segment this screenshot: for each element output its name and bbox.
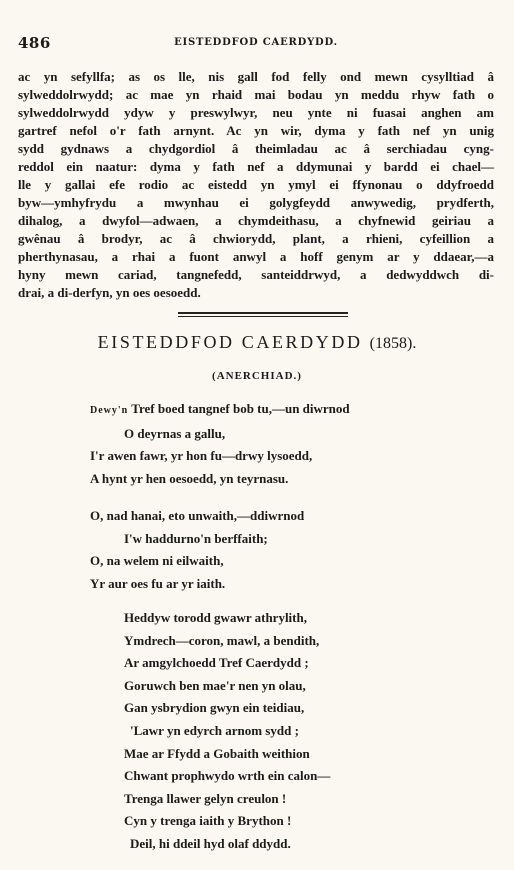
verse-line-rest: Tref boed tangnef bob tu,—un diwrnod <box>128 401 350 416</box>
verse-line: O deyrnas a gallu, <box>124 425 226 441</box>
verse-line: Ar amgylchoedd Tref Caerdydd ; <box>124 655 309 671</box>
verse-line: I'w haddurno'n berffaith; <box>124 530 268 546</box>
prose-line: sylweddolrwydd; ac mae yn rhaid mai bodau yn meddu rhyw fath o <box>18 87 494 102</box>
verse-line: Cyn y trenga iaith y Brython ! <box>124 813 292 829</box>
verse-line: Deil, hi ddeil hyd olaf ddydd. <box>130 835 291 851</box>
prose-paragraph <box>18 68 494 302</box>
verse-line: O, na welem ni eilwaith, <box>90 553 224 568</box>
prose-line: dihalog, a dwyfol—adwaen, a chymdeithasu, a chyfnewid geiriau a <box>18 213 494 228</box>
prose-line: ac yn sefyllfa; as os lle, nis gall fod felly ond mewn cysylltiad â <box>18 69 494 84</box>
verse-line: Ymdrech—coron, mawl, a bendith, <box>124 632 320 648</box>
prose-line: hyny mewn cariad, tangnefedd, santeiddrwyd, a dedwyddwch di- <box>18 267 494 282</box>
prose-line: reddol ein naatur: dyma y fath nef a ddymunai y bardd ei chael— <box>18 159 494 174</box>
prose-line: gwênau â brodyr, ac â chwiorydd, plant, a rhieni, cyfeillion a <box>18 231 494 246</box>
stanza-3 <box>124 607 330 856</box>
poem-year: (1858). <box>369 335 417 352</box>
prose-line: gartref nefol o'r fath arnynt. Ac yn wir, dyma y fath nef yn unig <box>18 123 494 138</box>
poem-title <box>0 332 514 353</box>
stanza-2 <box>90 505 304 595</box>
running-head: EISTEDDFOD CAERDYDD. <box>174 37 338 48</box>
verse-initial-word: Dewy'n <box>90 405 129 416</box>
verse-line: Mae ar Ffydd a Gobaith weithion <box>124 745 310 761</box>
verse-line: 'Lawr yn edyrch arnom sydd ; <box>130 722 299 738</box>
prose-line: drai, a di-derfyn, yn oes oesoedd. <box>18 285 201 300</box>
prose-line: sydd gydnaws a chydgordiol â theimladau ac â serchiadau cyng- <box>18 141 494 156</box>
page-header <box>16 34 496 54</box>
verse-line: Goruwch ben mae'r nen yn olau, <box>124 677 306 693</box>
stanza-1 <box>90 398 350 490</box>
verse-line: O, nad hanai, eto unwaith,—ddiwrnod <box>90 508 305 523</box>
verse-line: Trenga llawer gelyn creulon ! <box>124 790 287 806</box>
verse-line: I'r awen fawr, yr hon fu—drwy lysoedd, <box>90 448 313 463</box>
prose-line: pherthynasau, a rhai a fuont anwyl a hoff genym ar y ddaear,—a <box>18 249 494 264</box>
verse-line: Heddyw torodd gwawr athrylith, <box>124 610 307 625</box>
divider-thick-rule <box>178 312 348 314</box>
prose-line: byw—ymhyfrydu a mwynhau ei golygfeydd anwywedig, prydferth, <box>18 195 494 210</box>
poem-subtitle: (ANERCHIAD.) <box>212 370 302 382</box>
prose-line: lle y gallai efe rodio ac eistedd yn ymyl ei ffynonau o ddyfroedd <box>18 177 494 192</box>
page-number: 486 <box>18 34 51 52</box>
prose-line: sylweddolrwydd ydyw y preswylwyr, neu ynte ni fuasai anghen am <box>18 105 494 120</box>
verse-line: Gan ysbrydion gwyn ein teidiau, <box>124 700 305 716</box>
verse-line <box>90 398 350 423</box>
verse-line: A hynt yr hen oesoedd, yn teyrnasu. <box>90 470 289 486</box>
verse-line: Yr aur oes fu ar yr iaith. <box>90 575 226 591</box>
verse-line: Chwant prophwydo wrth ein calon— <box>124 768 331 784</box>
poem-title-text: EISTEDDFOD CAERDYDD <box>97 332 363 352</box>
divider-thin-rule <box>178 316 348 317</box>
